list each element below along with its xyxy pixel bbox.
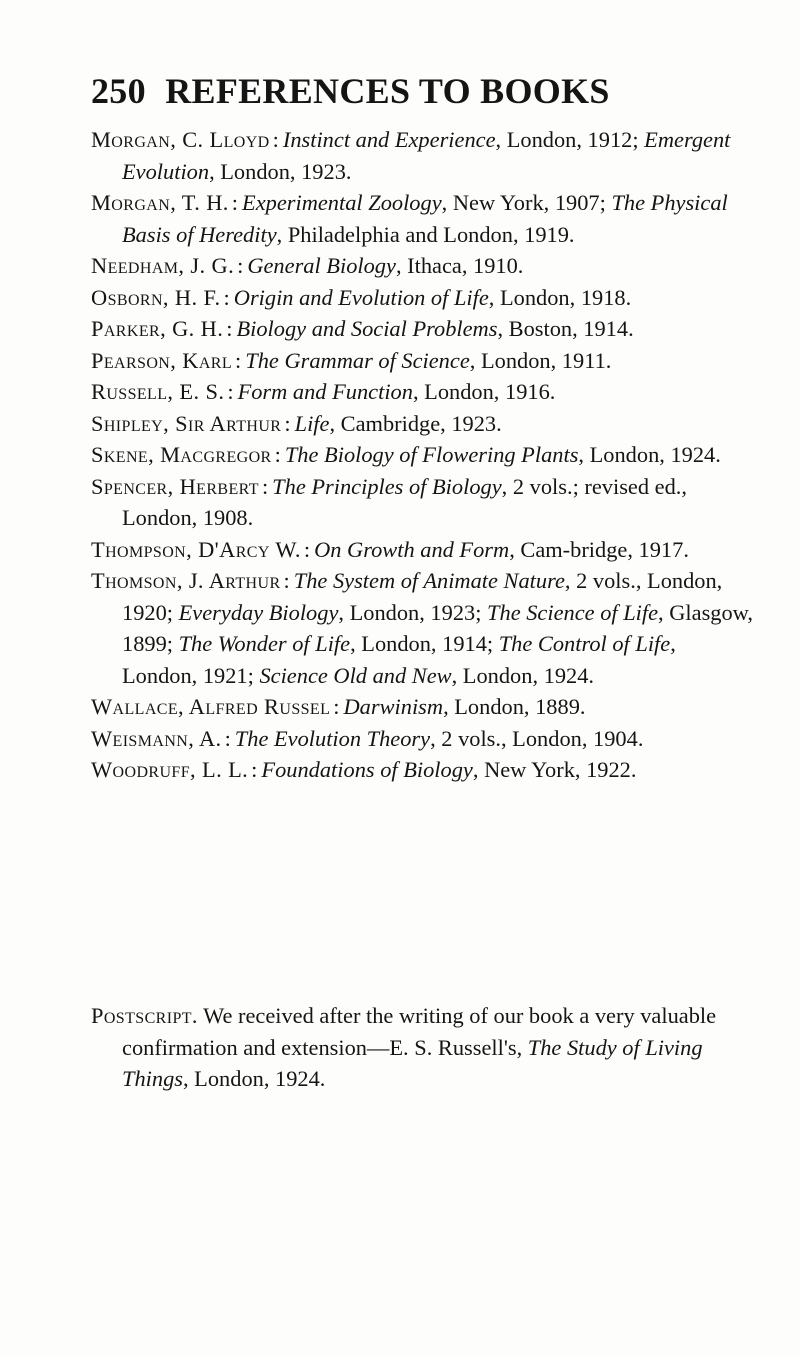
reference-entry [91,471,755,534]
author-separator: : [235,347,242,373]
publication-details: , London, 1916. [412,379,556,404]
reference-author: Thomson, J. Arthur [91,568,281,593]
page-title: REFERENCES TO BOOKS [165,71,610,111]
publication-details: , 2 vols.; revised ed., London, 1908. [122,473,687,530]
publication-details: , New York, 1922. [472,757,637,782]
reference-author: Russell, E. S. [91,379,225,404]
publication-details: , London, 1911. [469,347,612,373]
reference-author: Shipley, Sir Arthur [91,410,282,436]
book-title: Emergent Evolution [122,127,731,184]
publication-details: , Cambridge, 1923. [329,410,502,436]
publication-details: , New York, 1907; [441,190,612,215]
book-title: Science Old and New [259,662,452,688]
book-title: Life [294,410,330,436]
book-title: Everyday Biology [178,599,339,625]
publication-details: , London, 1912; [495,127,645,152]
author-separator: : [261,473,269,499]
running-head [91,70,751,112]
author-separator: : [226,316,233,341]
publication-details: , London, 1924. [451,662,595,688]
reference-entry [91,691,755,723]
book-title: The System of Animate Nature [293,568,565,593]
author-separator: : [284,410,291,436]
reference-entry [91,754,755,786]
publication-details: , Philadelphia and London, 1919. [276,221,575,247]
reference-author: Morgan, C. Lloyd [91,127,270,152]
publication-details: , 2 vols., London, 1904. [430,725,644,751]
book-title: Form and Function [237,379,413,404]
reference-entry [91,376,755,408]
reference-entry [91,408,755,440]
book-title: The Evolution Theory [234,725,431,751]
postscript-book-title: The Study of Living Things [122,1034,703,1092]
publication-details: , London, 1923. [209,158,352,184]
publication-details: , London, 1924. [578,442,721,467]
reference-list [91,124,755,786]
author-separator: : [303,536,311,562]
book-title: Experimental Zoology [242,190,442,215]
reference-author: Morgan, T. H. [91,190,229,215]
publication-details: , 2 vols., London, 1920; [122,568,723,625]
author-separator: : [274,442,281,467]
reference-author: Pearson, Karl [91,347,233,373]
author-separator: : [223,284,230,310]
book-title: The Biology of Flowering Plants [284,442,579,467]
book-title: The Principles of Biology [272,473,502,499]
book-title: General Biology [247,253,396,278]
publication-details: , London, 1918. [488,284,632,310]
publication-details: , London, 1921; [122,631,676,688]
author-separator: : [227,379,234,404]
postscript [91,1000,755,1095]
author-separator: : [272,127,279,152]
publication-details: , London, 1889. [443,694,586,719]
book-title: The Grammar of Science [245,347,470,373]
book-title: The Physical Basis of Heredity [122,190,728,247]
postscript-label: Postscript. [91,1003,198,1029]
reference-author: Wallace, Alfred Russel [91,694,331,719]
reference-entry [91,534,755,566]
reference-entry [91,313,755,345]
author-separator: : [231,190,239,215]
author-separator: : [224,725,231,751]
reference-author: Osborn, H. F. [91,284,221,310]
reference-entry [91,723,755,755]
publication-details: , London, 1923; [338,599,488,625]
reference-entry [91,250,755,282]
book-title: Instinct and Experience [282,127,496,152]
reference-author: Needham, J. G. [91,253,235,278]
reference-entry [91,345,755,377]
book-title: Darwinism [343,694,444,719]
reference-entry [91,439,755,471]
publication-details: , Cam-bridge, 1917. [509,536,689,562]
reference-author: Parker, G. H. [91,316,224,341]
publication-details: , Ithaca, 1910. [395,253,524,278]
postscript-text: We received after the writing of our book a very valuable confirmation and extension—E. S. Russell's, [122,1003,717,1060]
reference-author: Woodruff, L. L. [91,757,249,782]
reference-entry [91,187,755,250]
author-separator: : [237,253,244,278]
reference-author: Spencer, Herbert [91,473,259,499]
author-separator: : [251,757,258,782]
book-title: The Wonder of Life [178,631,351,656]
book-title: On Growth and Form [314,536,510,562]
reference-entry [91,565,755,691]
book-title: Foundations of Biology [261,757,473,782]
publication-details: , Boston, 1914. [497,316,634,341]
reference-entry [91,282,755,314]
publication-details: , Glasgow, 1899; [122,599,753,656]
author-separator: : [283,568,290,593]
reference-author: Thompson, D'Arcy W. [91,536,301,562]
reference-author: Skene, Macgregor [91,442,272,467]
book-title: The Science of Life [487,599,659,625]
reference-entry [91,124,755,187]
author-separator: : [333,694,340,719]
book-title: Biology and Social Problems [236,316,498,341]
postscript-tail: , London, 1924. [182,1066,326,1092]
page-number: 250 [91,71,146,111]
publication-details: , London, 1914; [350,631,499,656]
book-title: Origin and Evolution of Life [233,284,489,310]
reference-author: Weismann, A. [91,725,222,751]
book-title: The Control of Life [498,631,671,656]
